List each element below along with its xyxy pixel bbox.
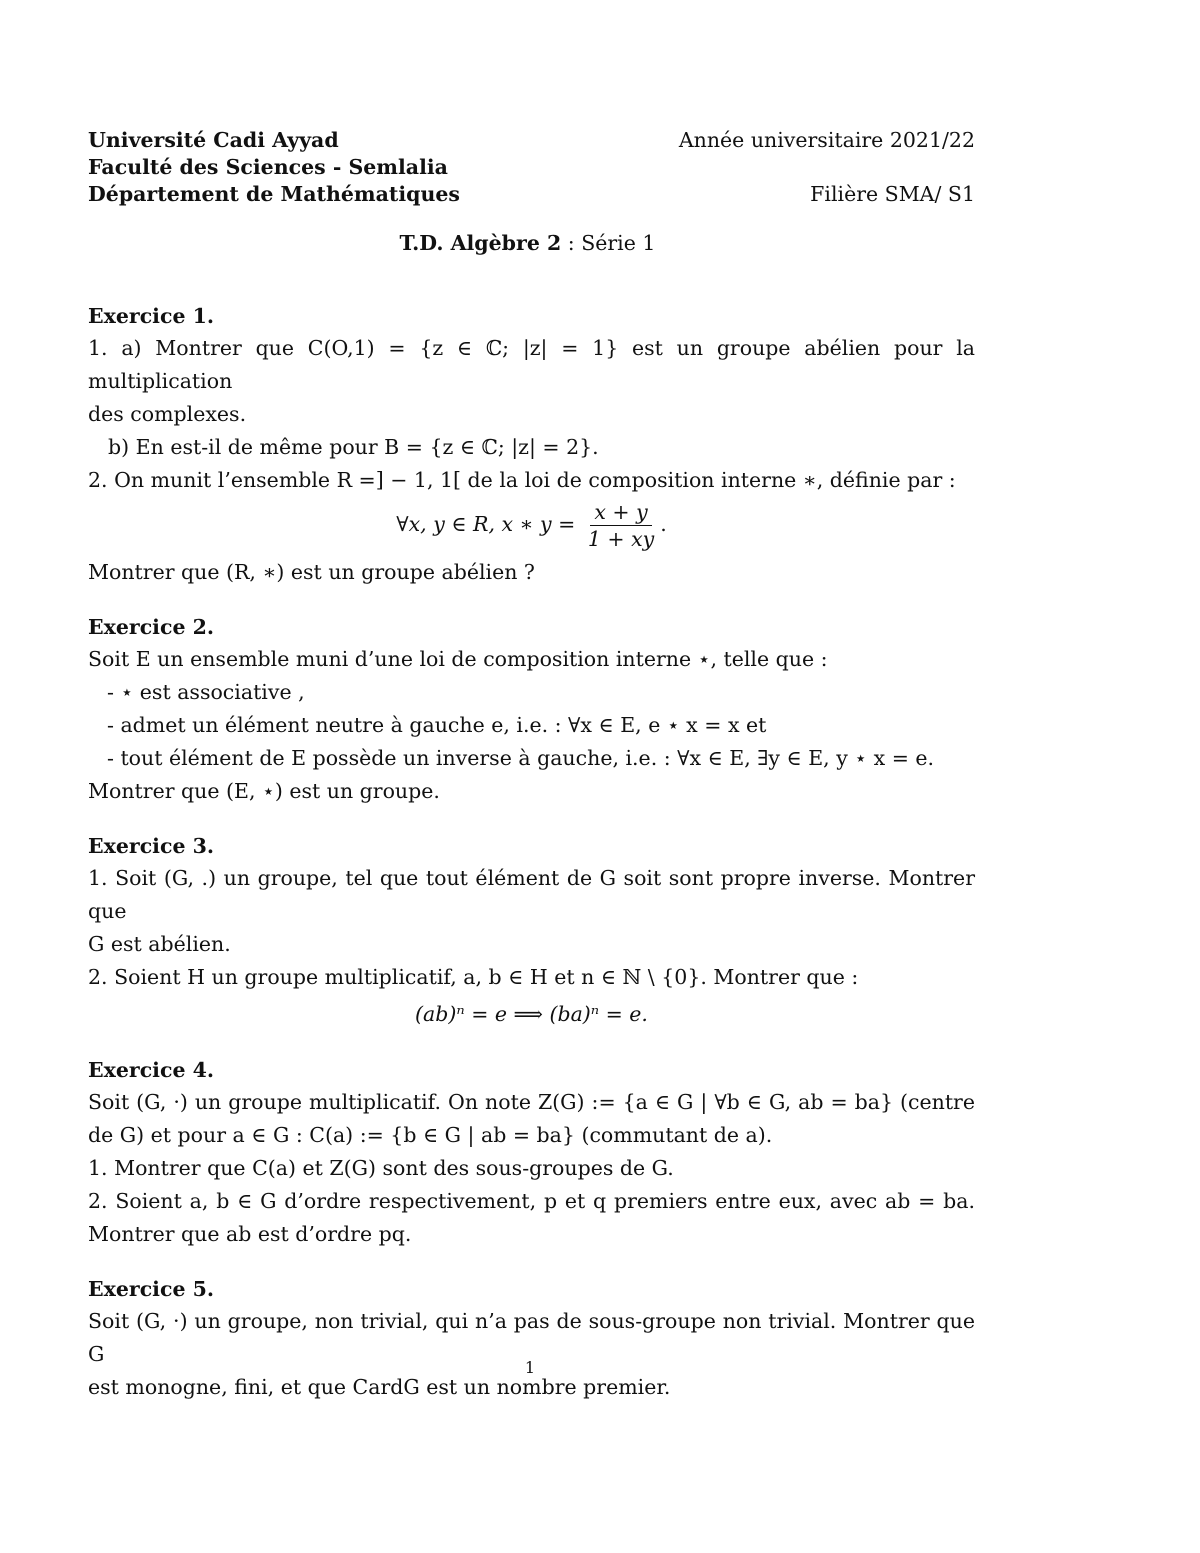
- exercise-heading: Exercice 1.: [88, 304, 215, 328]
- display-formula: (ab)ⁿ = e ⟹ (ba)ⁿ = e.: [415, 1002, 648, 1026]
- university-name: Université Cadi Ayyad: [88, 128, 339, 152]
- exercise-text: - ⋆ est associative ,: [107, 680, 305, 704]
- display-formula: [88, 499, 975, 552]
- exercise-heading: Exercice 2.: [88, 615, 215, 639]
- exercise-text: Montrer que (R, ∗) est un groupe abélien ?: [88, 560, 535, 584]
- exercise-heading: Exercice 4.: [88, 1058, 215, 1082]
- exercise-text: - admet un élément neutre à gauche e, i.e. : ∀x ∈ E, e ⋆ x = x et: [107, 713, 767, 737]
- exercise-text: 1. a) Montrer que C(O,1) = {z ∈ ℂ; |z| = 1} est un groupe abélien pour la multiplication: [88, 336, 975, 393]
- exercise-3: [88, 830, 975, 1032]
- exercise-text: 1. Soit (G, .) un groupe, tel que tout élément de G soit sont propre inverse. Montrer que: [88, 866, 975, 923]
- filiere: Filière SMA/ S1: [810, 182, 975, 206]
- exercise-text: G est abélien.: [88, 932, 231, 956]
- fraction-numerator: x + y: [590, 499, 651, 526]
- fraction-denominator: 1 + xy: [587, 527, 655, 551]
- exercise-4: [88, 1054, 975, 1251]
- faculty-name: Faculté des Sciences - Semlalia: [88, 155, 448, 179]
- exercises: [88, 300, 975, 1426]
- fraction: [584, 499, 658, 552]
- header-row-3: [88, 181, 975, 208]
- department-name: Département de Mathématiques: [88, 182, 460, 206]
- page-number: 1: [524, 1358, 536, 1377]
- title-series: : Série 1: [561, 231, 656, 255]
- exercise-text: Soit E un ensemble muni d’une loi de composition interne ⋆, telle que :: [88, 647, 828, 671]
- exercise-text: Soit (G, ·) un groupe, non trivial, qui n’a pas de sous-groupe non trivial. Montrer que G: [88, 1309, 975, 1366]
- header-row-2: [88, 154, 975, 181]
- document-title: [0, 229, 1055, 257]
- exercise-text: - tout élément de E possède un inverse à gauche, i.e. : ∀x ∈ E, ∃y ∈ E, y ⋆ x = e.: [107, 746, 935, 770]
- exercise-heading: Exercice 3.: [88, 834, 215, 858]
- exercise-text: Soit (G, ·) un groupe multiplicatif. On note Z(G) := {a ∈ G | ∀b ∈ G, ab = ba} (centre: [88, 1090, 975, 1114]
- exercise-text: 2. Soient a, b ∈ G d’ordre respectivement, p et q premiers entre eux, avec ab = ba.: [88, 1189, 975, 1213]
- exercise-text: 2. Soient H un groupe multiplicatif, a, b ∈ H et n ∈ ℕ \ {0}. Montrer que :: [88, 965, 859, 989]
- academic-year: Année universitaire 2021/22: [678, 128, 975, 152]
- exercise-text: des complexes.: [88, 402, 247, 426]
- header-row-1: [88, 127, 975, 154]
- exercise-heading: Exercice 5.: [88, 1277, 215, 1301]
- title-bold: T.D. Algèbre 2: [399, 231, 562, 255]
- exercise-text: de G) et pour a ∈ G : C(a) := {b ∈ G | ab = ba} (commutant de a).: [88, 1123, 773, 1147]
- formula-end: .: [660, 512, 667, 536]
- exercise-text: b) En est-il de même pour B = {z ∈ ℂ; |z| = 2}.: [108, 435, 599, 459]
- document-header: [88, 127, 975, 208]
- exercise-2: [88, 611, 975, 808]
- exercise-text: 1. Montrer que C(a) et Z(G) sont des sous-groupes de G.: [88, 1156, 674, 1180]
- exercise-text: 2. On munit l’ensemble R =] − 1, 1[ de la loi de composition interne ∗, définie par :: [88, 468, 956, 492]
- exercise-text: est monogne, fini, et que CardG est un nombre premier.: [88, 1375, 671, 1399]
- exercise-text: Montrer que ab est d’ordre pq.: [88, 1222, 412, 1246]
- exercise-text: Montrer que (E, ⋆) est un groupe.: [88, 779, 440, 803]
- exercise-5: [88, 1273, 975, 1404]
- formula-left: ∀x, y ∈ R, x ∗ y =: [396, 512, 576, 536]
- exercise-1: [88, 300, 975, 589]
